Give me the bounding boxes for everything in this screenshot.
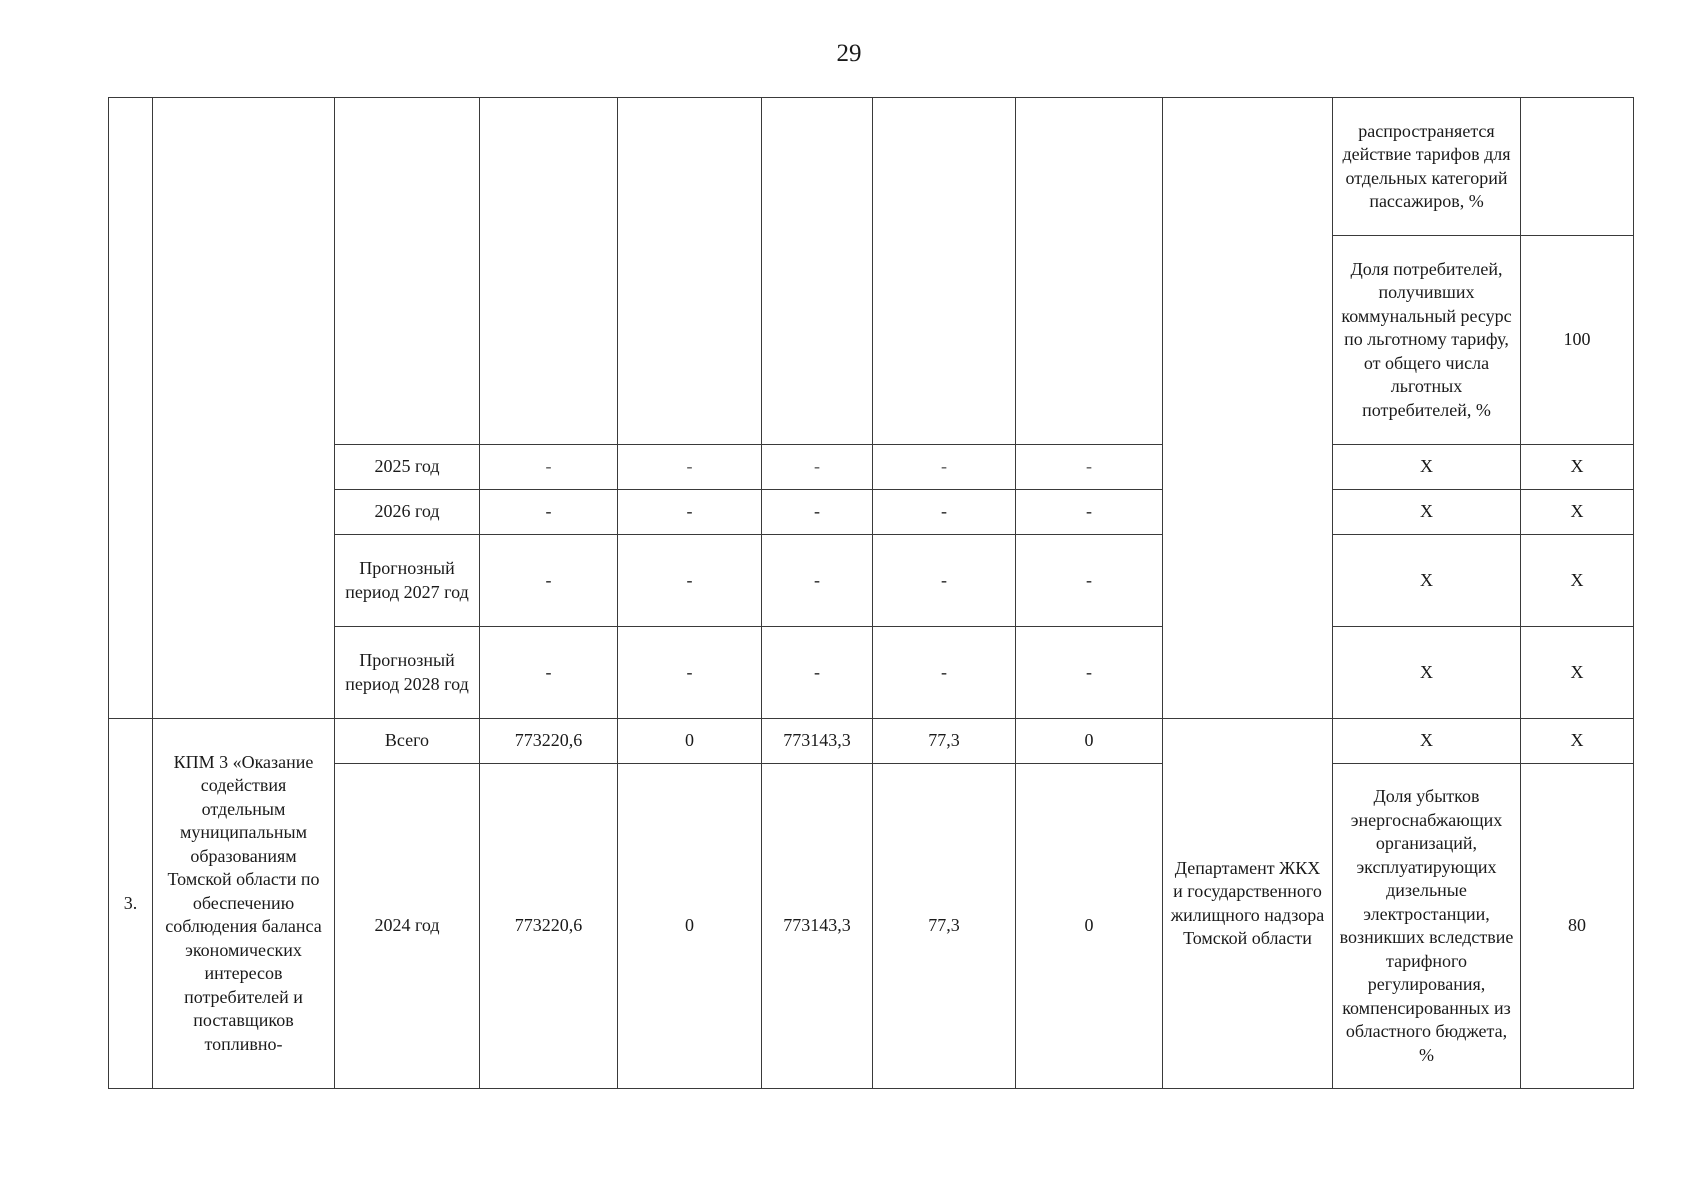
value-cell: - [480, 445, 618, 490]
period-label: 2024 год [335, 764, 480, 1089]
num-cell-continued [109, 98, 153, 719]
value-cell: 0 [618, 719, 762, 764]
period-label: Всего [335, 719, 480, 764]
indicator-value: X [1521, 490, 1634, 535]
row-number: 3. [109, 719, 153, 1089]
value-cell-continued [618, 98, 762, 445]
value-cell: - [618, 627, 762, 719]
indicator-value: X [1521, 445, 1634, 490]
period-label: 2025 год [335, 445, 480, 490]
indicator-name: распространяется действие тарифов для отдельных категорий пассажиров, % [1333, 98, 1521, 236]
table-row [109, 719, 1634, 764]
value-cell: - [480, 627, 618, 719]
value-cell: 773220,6 [480, 719, 618, 764]
value-cell: 0 [618, 764, 762, 1089]
value-cell: 0 [1016, 764, 1163, 1089]
indicator-name: X [1333, 445, 1521, 490]
value-cell: - [480, 490, 618, 535]
table-row [109, 627, 1634, 719]
indicator-value: 80 [1521, 764, 1634, 1089]
table-row [109, 98, 1634, 236]
value-cell: - [762, 627, 873, 719]
value-cell: - [1016, 445, 1163, 490]
indicator-name: X [1333, 627, 1521, 719]
value-cell: - [873, 535, 1016, 627]
period-cell-continued [335, 98, 480, 445]
value-cell: - [618, 490, 762, 535]
indicator-value: X [1521, 627, 1634, 719]
responsible-cell-continued [1163, 98, 1333, 719]
value-cell-continued [873, 98, 1016, 445]
table-row [109, 490, 1634, 535]
value-cell: - [873, 445, 1016, 490]
indicator-name: X [1333, 535, 1521, 627]
table-row [109, 764, 1634, 1089]
value-cell: - [873, 627, 1016, 719]
value-cell: - [480, 535, 618, 627]
measure-name: КПМ 3 «Оказание содействия отдельным муниципальным образованиям Томской области по обеспечению соблюдения баланса экономических интересов потребителей и поставщиков топливно- [153, 719, 335, 1089]
name-cell-continued [153, 98, 335, 719]
value-cell: 0 [1016, 719, 1163, 764]
responsible-department: Департамент ЖКХ и государственного жилищного надзора Томской области [1163, 719, 1333, 1089]
indicator-value: 100 [1521, 236, 1634, 445]
value-cell: 773220,6 [480, 764, 618, 1089]
indicator-value: X [1521, 535, 1634, 627]
page-number: 29 [836, 40, 862, 67]
value-cell-continued [762, 98, 873, 445]
value-cell: - [762, 445, 873, 490]
value-cell: 773143,3 [762, 719, 873, 764]
indicator-name: Доля убытков энергоснабжающих организаций, эксплуатирующих дизельные электростанции, возникших вследствие тарифного регулирования, компенсированных из областного бюджета, % [1333, 764, 1521, 1089]
value-cell-continued [1016, 98, 1163, 445]
value-cell: - [1016, 490, 1163, 535]
value-cell: - [873, 490, 1016, 535]
period-label: Прогнозный период 2028 год [335, 627, 480, 719]
value-cell: - [762, 535, 873, 627]
indicator-name: X [1333, 490, 1521, 535]
value-cell-continued [480, 98, 618, 445]
value-cell: - [1016, 627, 1163, 719]
indicator-name: Доля потребителей, получивших коммунальный ресурс по льготному тарифу, от общего числа льготных потребителей, % [1333, 236, 1521, 445]
table-row [109, 445, 1634, 490]
value-cell: 773143,3 [762, 764, 873, 1089]
value-cell: - [762, 490, 873, 535]
value-cell: - [618, 445, 762, 490]
value-cell: - [618, 535, 762, 627]
value-cell: 77,3 [873, 764, 1016, 1089]
program-table [108, 97, 1634, 1089]
value-cell: - [1016, 535, 1163, 627]
indicator-name: X [1333, 719, 1521, 764]
value-cell: 77,3 [873, 719, 1016, 764]
indicator-value: X [1521, 719, 1634, 764]
period-label: 2026 год [335, 490, 480, 535]
indicator-value [1521, 98, 1634, 236]
table-row [109, 535, 1634, 627]
period-label: Прогнозный период 2027 год [335, 535, 480, 627]
